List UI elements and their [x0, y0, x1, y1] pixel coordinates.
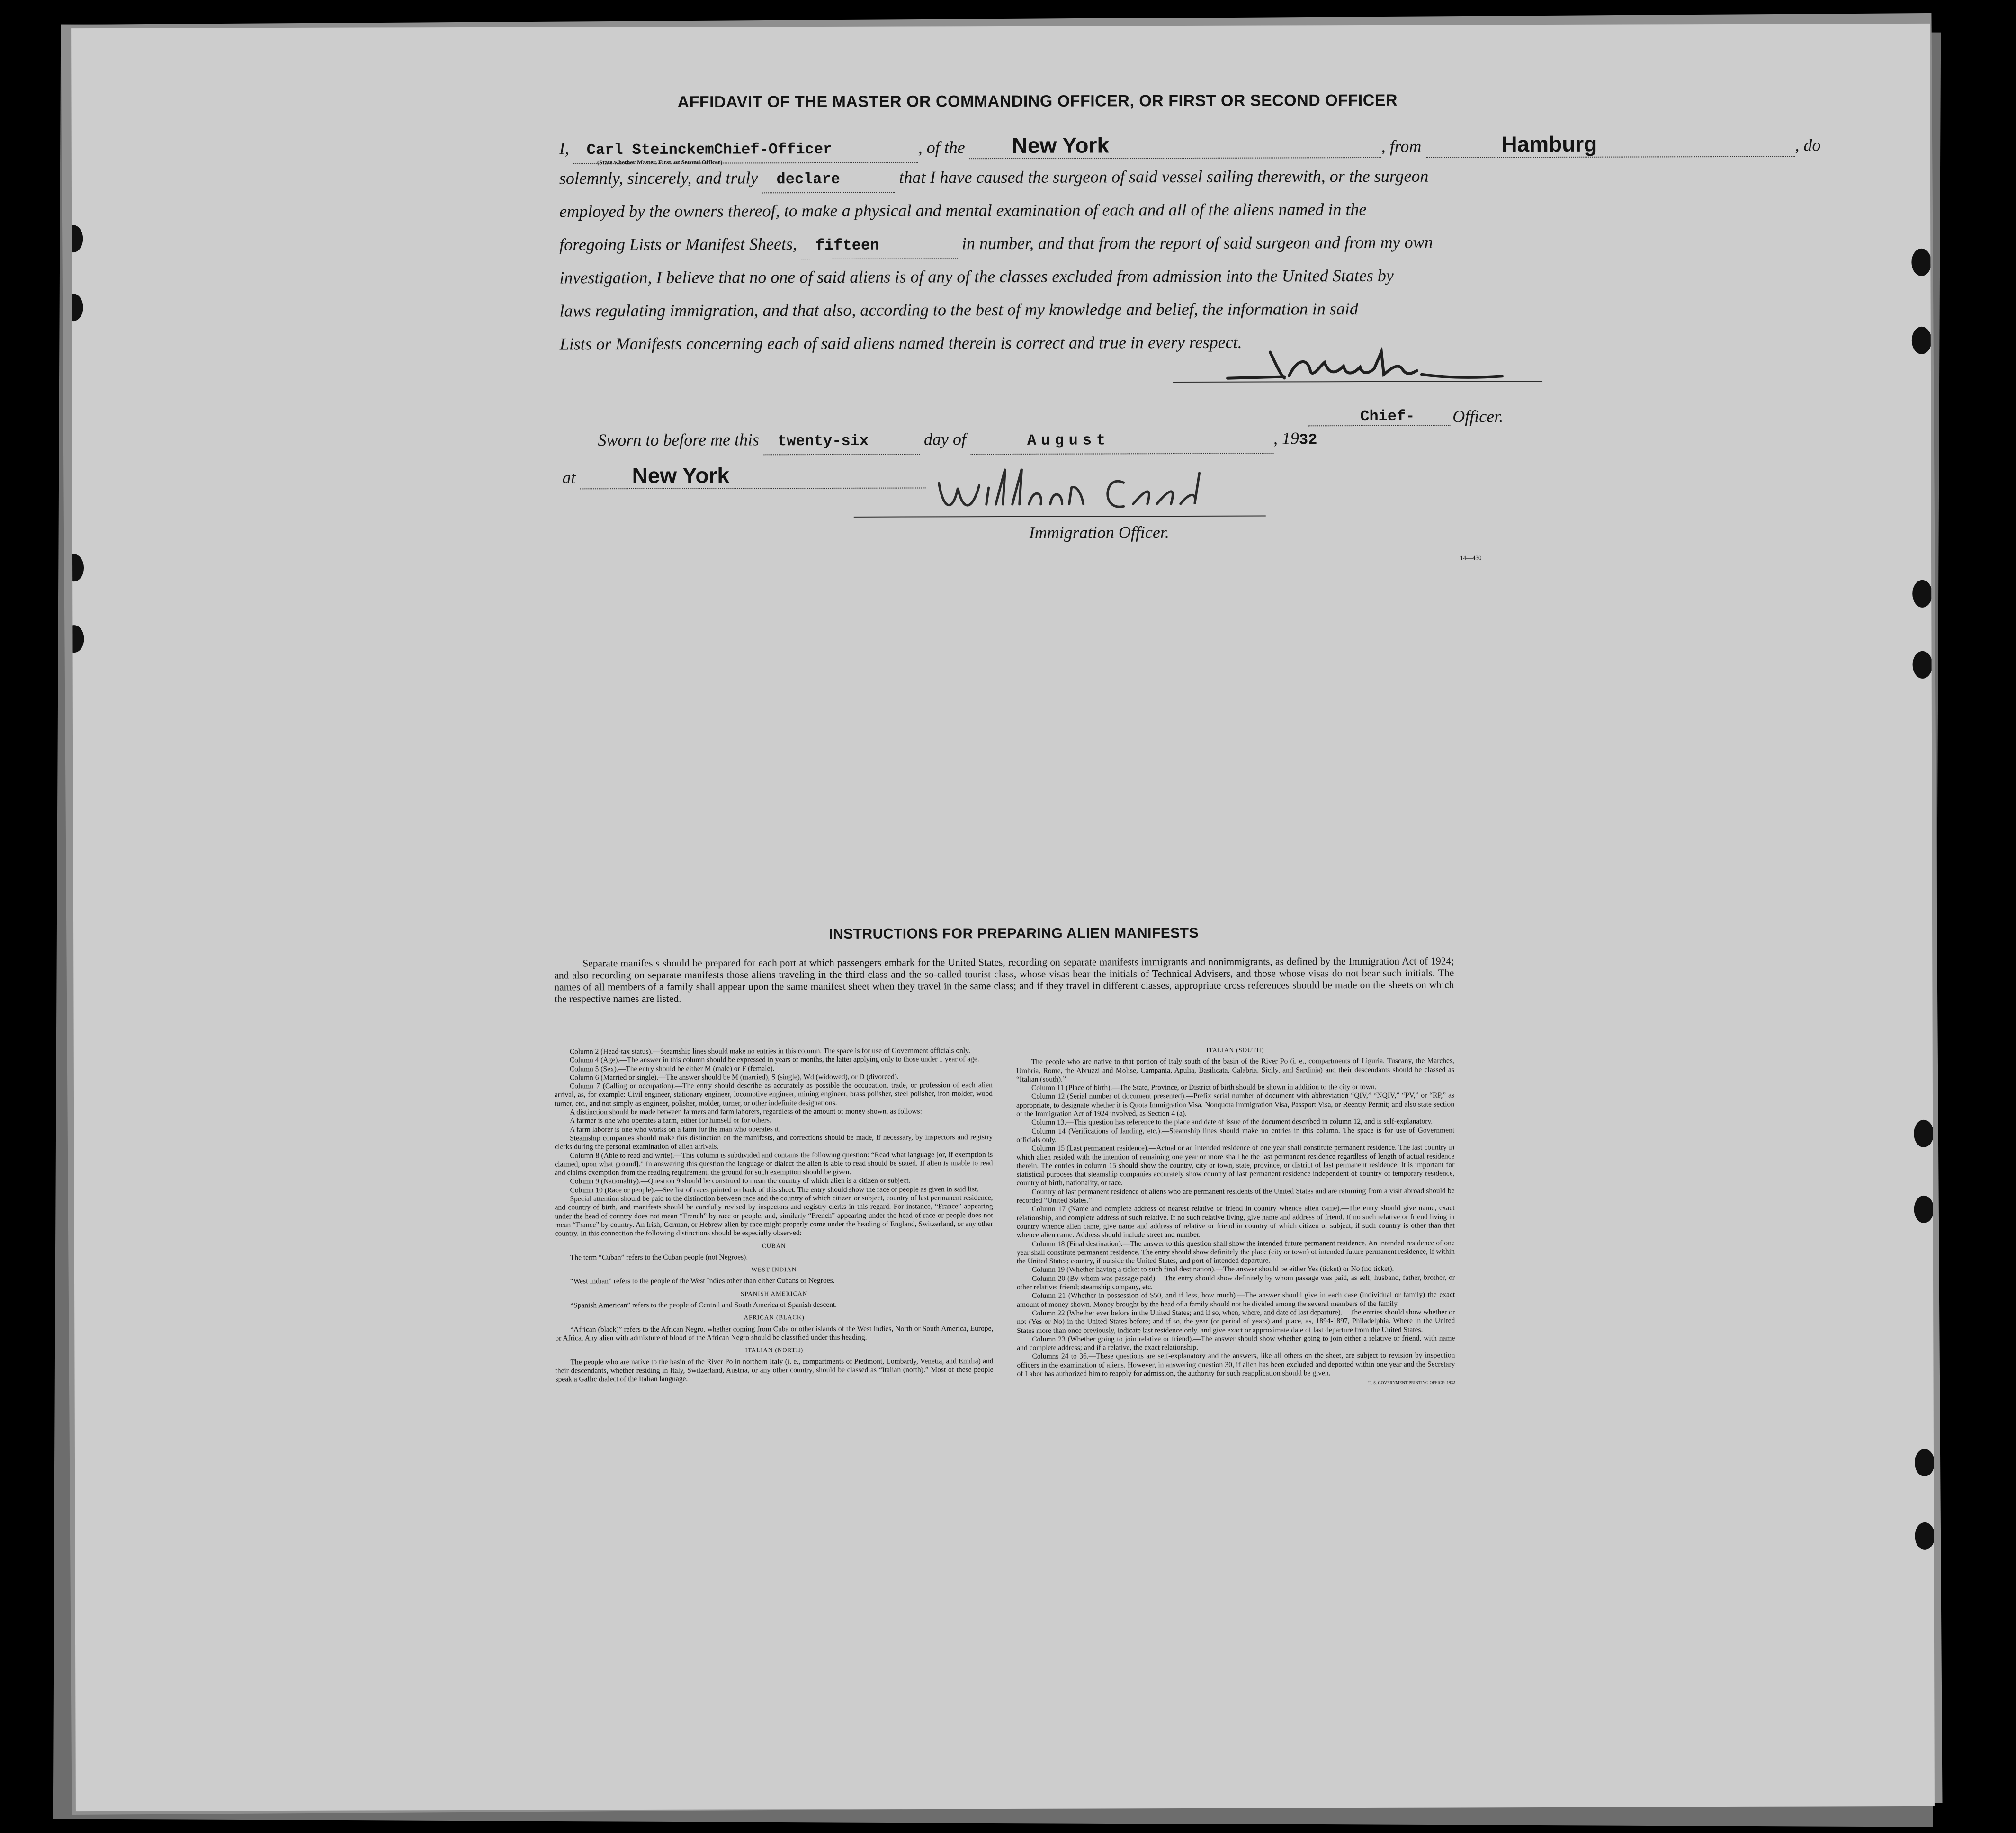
instruction-paragraph: The term “Cuban” refers to the Cuban people (not Negroes).	[570, 1253, 748, 1262]
punch-hole	[1915, 1449, 1935, 1476]
immigration-officer-label: Immigration Officer.	[1029, 523, 1169, 542]
instruction-paragraph: Column 23 (Whether going to join relative or friend).—The answer should show whether going to join either a relative or friend, with name and complete address; and if a relative, the exact relationship.	[1017, 1334, 1455, 1352]
instruction-paragraph: Column 7 (Calling or occupation).—The entry should describe as accurately as possible the occupation, trade, or profession of each alien arrival, as, for example: Civil engineer, stationary engineer, locomotive engineer, mining engineer, brass polisher, steel polisher, iron molder, wood turner, etc., and not simply as engineer, polisher, molder, turner, or other indefinite designations.	[554, 1081, 993, 1108]
officer-rank: Chief-	[1360, 407, 1415, 426]
line2-post: that I have caused the surgeon of said vessel sailing therewith, or the surgeon	[899, 166, 1429, 187]
instruction-paragraph: Country of last permanent residence of aliens who are permanent residents of the United States and are returning from a visit abroad should be recorded “United States.”	[1016, 1187, 1455, 1205]
punch-hole	[1914, 1196, 1934, 1223]
instruction-paragraph: A farmer is one who operates a farm, either for himself or for others.	[570, 1116, 771, 1125]
punch-hole	[71, 554, 84, 581]
section-heading: ITALIAN (SOUTH)	[1206, 1046, 1264, 1054]
instruction-paragraph: Column 9 (Nationality).—Question 9 should be construed to mean the country of which alien is a citizen or subject.	[570, 1176, 911, 1186]
punch-hole	[1915, 1522, 1935, 1550]
instruction-paragraph: The people who are native to that portion of Italy south of the basin of the River Po (i. e., compartments of Liguria, Tuscany, the Marches, Umbria, Rome, the Abruzzi and Molise, Campania, Apulia, Basilicata, Calabria, Sicily, and Sardinia) and their descendants should be classed as “Italian (south).”	[1016, 1056, 1454, 1083]
instruction-paragraph: Special attention should be paid to the distinction between race and the country of which citizen or subject, country of last permanent residence, and country of birth, and manifests should be carefully revised by inspectors and registry clerks in this regard. For instance, “France” appearing under the head of country does not mean “French” by race or people, and, similarly “French” appearing under the head of race or people does not mean “France” by country. An Irish, German, or Hebrew alien by race might properly come under the heading of England, Switzerland, or any other country. In this connection the following distinctions should be especially observed:	[555, 1194, 993, 1238]
instruction-paragraph: Column 13.—This question has reference to the place and date of issue of the document described in column 12, and is self-explanatory.	[1031, 1118, 1433, 1127]
affidavit-line-3: employed by the owners thereof, to make a physical and mental examination of each and all of the aliens named in the	[559, 199, 1367, 221]
instruction-paragraph: Column 18 (Final destination).—The answer to this question shall show the intended future permanent residence. An intended residence of one year shall constitute permanent residence. The entry should show definitely the place (city or town) of intended future permanent residence, if within the United States; country, if outside the United States, and port of intended departure.	[1016, 1239, 1455, 1266]
punch-hole	[1914, 1120, 1934, 1147]
line2-pre: solemnly, sincerely, and truly	[559, 168, 758, 188]
sworn-pre: Sworn to before me this	[598, 430, 760, 450]
line4-pre: foregoing Lists or Manifest Sheets,	[559, 234, 797, 254]
instruction-paragraph: Column 22 (Whether ever before in the United States; and if so, when, where, and date of last departure).—The entries should show whether or not (Yes or No) in the United States before; and if so, the year (or period of years) and place, as, 1894-1897, Philadelphia. Where in the United States more than once previously, indicate last residence only, and give exact or approximate date of last departure from the United States.	[1017, 1308, 1455, 1335]
officer-caption: (State whether Master, First, or Second Officer)	[597, 158, 723, 166]
of-the-text: , of the	[918, 138, 965, 157]
instruction-paragraph: A farm laborer is one who works on a farm for the man who operates it.	[570, 1125, 781, 1134]
affidavit-title: AFFIDAVIT OF THE MASTER OR COMMANDING OFFICER, OR FIRST OR SECOND OFFICER	[677, 91, 1398, 111]
instruction-paragraph: “West Indian” refers to the people of the West Indies other than either Cubans or Negroes.	[570, 1277, 835, 1286]
instruction-paragraph: Column 2 (Head-tax status).—Steamship lines should make no entries in this column. The space is for use of Government officials only.	[569, 1046, 970, 1056]
sworn-place-field: New York	[580, 462, 925, 489]
punch-hole	[71, 294, 83, 321]
year-suffix: 32	[1299, 431, 1317, 449]
instructions-title: INSTRUCTIONS FOR PREPARING ALIEN MANIFESTS	[829, 925, 1199, 942]
punch-hole	[1912, 327, 1932, 354]
instructions-left-column	[555, 1046, 994, 1384]
form-number: 14—430	[1460, 554, 1482, 562]
instruction-paragraph: Column 6 (Married or single).—The answer should be M (married), S (single), Wd (widowed), or D (divorced).	[569, 1073, 899, 1082]
section-heading: ITALIAN (NORTH)	[745, 1346, 804, 1354]
sworn-month-field: August	[970, 428, 1273, 455]
section-heading: SPANISH AMERICAN	[741, 1289, 808, 1297]
year-prefix: , 19	[1273, 429, 1299, 448]
affidavit-line-2	[559, 163, 1429, 194]
manifest-page	[71, 24, 1935, 1811]
affidavit-line-4	[559, 230, 1433, 260]
instruction-paragraph: Column 4 (Age).—The answer in this column should be expressed in years or months, the latter applying only to those under 1 year of age.	[569, 1055, 979, 1064]
sworn-day-field: twenty-six	[763, 428, 920, 455]
instruction-paragraph: Column 10 (Race or people).—See list of races printed on back of this sheet. The entry should show the race or people as given in said list.	[570, 1185, 979, 1195]
day-of-text: day of	[923, 429, 967, 449]
instruction-paragraph: Columns 24 to 36.—These questions are self-explanatory and the answers, like all others on the sheet, are subject to revision by inspection officers in the examination of aliens. However, in answering question 30, if alien has been excluded and deported within one year and the Secretary of Labor has authorized him to reapply for admission, the authority for such reapplication should be given.	[1017, 1351, 1455, 1378]
affidavit-line-7: Lists or Manifests concerning each of said aliens named therein is correct and true in every respect.	[559, 332, 1242, 354]
sheet-count-field: fifteen	[801, 232, 958, 259]
instruction-paragraph: Column 19 (Whether having a ticket to such final destination).—The answer should be either Yes (ticket) or No (no ticket).	[1031, 1265, 1394, 1274]
instruction-paragraph: Column 17 (Name and complete address of nearest relative or friend in country whence alien came).—The entry should give name, exact relationship, and complete address of such relative. If no such relative living, give name and address of friend. If no such relative or friend living in country whence alien came, give name and address of relative or friend in country of which citizen or subject, if such country is other than that whence alien came. Address should include street and number.	[1016, 1204, 1455, 1240]
punch-hole	[71, 625, 84, 653]
punch-hole	[1911, 249, 1931, 276]
section-heading: AFRICAN (BLACK)	[744, 1314, 805, 1321]
officer-name-field: Carl SteinckemChief-Officer	[573, 136, 918, 164]
instruction-paragraph: Column 14 (Verifications of landing, etc.).—Steamship lines should make no entries in this column. The space is for use of Government officials only.	[1016, 1126, 1455, 1144]
line4-post: in number, and that from the report of said surgeon and from my own	[961, 232, 1433, 253]
affidavit-line-1	[559, 130, 1821, 164]
instruction-paragraph: Steamship companies should make this distinction on the manifests, and corrections should be made, if necessary, by inspectors and registry clerks during the personal examination of alien arrivals.	[555, 1133, 993, 1151]
instruction-paragraph: The people who are native to the basin of the River Po in northern Italy (i. e., compartments of Piedmont, Lombardy, Venetia, and Emilia) and their descendants, whether residing in Italy, Switzerland, Austria, or any other country, should be classed as “Italian (north).” Most of these people speak a Gallic dialect of the Italian language.	[555, 1357, 994, 1384]
punch-hole	[1913, 651, 1933, 679]
do-text: , do	[1795, 135, 1821, 155]
immigration-officer-signature	[924, 459, 1265, 521]
instructions-right-column	[1016, 1046, 1455, 1388]
affidavit-i: I,	[559, 139, 569, 158]
printer-imprint: U. S. GOVERNMENT PRINTING OFFICE: 1932	[1368, 1380, 1455, 1386]
instructions-intro: Separate manifests should be prepared for each port at which passengers embark for the United States, recording on separate manifests immigrants and nonimmigrants, as defined by the Immigration Act of 1924; and also recording on separate manifests those aliens traveling in the third class and the so-called tourist class, whose visas bear the initials of Technical Advisers, and those whose visas do not bear such initials. The names of all members of a family shall appear upon the same manifest sheet when they travel in the same class; and if they travel in different classes, appropriate cross references should be made on the sheets on which the respective names are listed.	[554, 955, 1454, 1005]
section-heading: WEST INDIAN	[751, 1266, 797, 1273]
punch-hole	[1912, 580, 1932, 608]
instruction-paragraph: Column 20 (By whom was passage paid).—The entry should show definitely by whom passage was paid, as self; husband, father, brother, or other relative; friend; steamship company, etc.	[1017, 1273, 1455, 1291]
officer-word: Officer.	[1452, 407, 1504, 426]
at-text: at	[562, 468, 576, 487]
instruction-paragraph: “African (black)” refers to the African Negro, whether coming from Cuba or other islands of the West Indies, North or South America, Europe, or Africa. Any alien with admixture of blood of the African Negro should be classified under this heading.	[555, 1324, 994, 1342]
section-heading: CUBAN	[762, 1242, 786, 1249]
sworn-place-line	[562, 462, 925, 490]
instruction-paragraph: “Spanish American” refers to the people of Central and South America of Spanish descent.	[570, 1300, 837, 1310]
from-text: , from	[1381, 136, 1422, 156]
instruction-paragraph: Column 21 (Whether in possession of $50, and if less, how much).—The answer should give in each case (individual or family) the exact amount of money shown. Money brought by the head of a family should not be divided among the several members of the family.	[1017, 1290, 1455, 1309]
vessel-field: New York	[969, 132, 1381, 159]
officer-rank-line	[1308, 425, 1450, 427]
sworn-line	[598, 425, 1317, 456]
instruction-paragraph: A distinction should be made between farmers and farm laborers, regardless of the amount of money shown, as follows:	[570, 1107, 922, 1117]
instruction-paragraph: Column 5 (Sex).—The entry should be either M (male) or F (female).	[569, 1064, 775, 1073]
instruction-paragraph: Column 8 (Able to read and write).—This column is subdivided and contains the following question: “Read what language [or, if exemption is claimed, upon what ground].” In answering this question the language or dialect the alien is able to read should be stated. If alien is unable to read and claims exemption from the reading requirement, the ground for such exemption should be given.	[555, 1150, 993, 1177]
affidavit-line-5: investigation, I believe that no one of said aliens is of any of the classes excluded from admission into the United States by	[559, 266, 1394, 287]
instruction-paragraph: Column 15 (Last permanent residence).—Actual or an intended residence of one year shall constitute permanent residence. The last country in which alien resided with the intention of remaining one year or more shall be the last permanent residence regardless of length of actual residence therein. The entries in column 15 should show the country, city or town, state, province, or district of last permanent residence. It is important for statistical purposes that steamship companies accurately show country of last permanent residence independent of country of temporary residence, country of birth, nationality, or race.	[1016, 1143, 1455, 1188]
declaration-verb: declare	[762, 167, 895, 194]
port-field: Hamburg	[1425, 131, 1795, 158]
punch-hole	[71, 225, 83, 252]
affidavit-line-6: laws regulating immigration, and that also, according to the best of my knowledge and belief, the information in said	[559, 299, 1358, 321]
instruction-paragraph: Column 11 (Place of birth).—The State, Province, or District of birth should be shown in addition to the city or town.	[1031, 1083, 1377, 1092]
instruction-paragraph: Column 12 (Serial number of document presented).—Prefix serial number of document with abbreviation “QIV,” “NQIV,” “PV,” or “RP,” as appropriate, to designate whether it is Quota Immigration Visa, Nonquota Immigration Visa, Passport Visa, or Reentry Permit; and also state section of the Immigration Act of 1924 involved, as Section 4 (a).	[1016, 1091, 1455, 1118]
